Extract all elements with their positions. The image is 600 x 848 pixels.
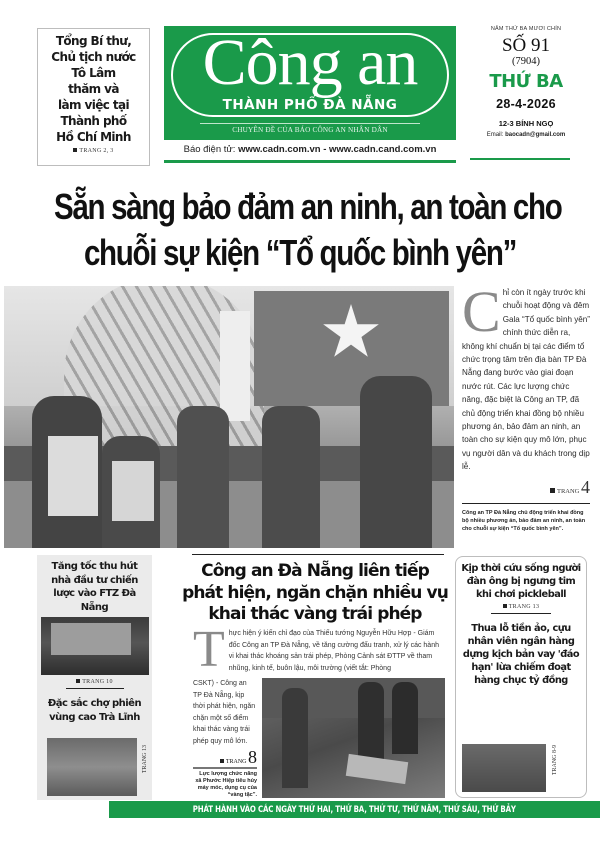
page-ref-number: 8 [248,747,257,767]
e-paper-line [164,144,456,156]
photo-person [282,688,308,788]
divider [470,158,570,160]
photo-person [392,682,418,754]
photo-caption: Công an TP Đà Nẵng chủ động triển khai đồng bộ nhiều phương án, bảo đảm an ninh, an toàn cho chuỗi sự kiện “Tổ quốc bình yên”. [462,509,586,532]
logo-tagline: CHUYÊN ĐỀ CỦA BÁO CÔNG AN NHÂN DÂN [232,126,388,134]
main-headline[interactable] [0,184,600,280]
main-headline-line: Sẵn sàng bảo đảm an ninh, an toàn cho [54,186,562,227]
issue-date: 28-4-2026 [496,97,556,111]
teaser-line: Thành phố [60,114,127,128]
divider [462,503,590,504]
page-ref[interactable] [456,603,586,611]
logo-wordmark: Công an [202,26,418,99]
photo-caption: Lực lượng chức năng xã Phước Hiệp tiêu hủy máy móc, dụng cụ của “vàng tặc”. [195,771,257,798]
teaser-line: thăm và [68,82,119,96]
center-headline-line: Công an Đà Nẵng liên tiếp [201,561,429,581]
divider [164,160,456,163]
teaser-headline [38,33,149,145]
photo-person [360,376,432,548]
e-paper-urls[interactable]: www.cadn.com.vn - www.cadn.cand.com.vn [238,144,437,155]
photo-banner [220,311,250,421]
page-ref-text: TRANG 10 [82,679,113,685]
square-bullet-icon [76,679,80,683]
promo-headline-pickleball[interactable]: Kịp thời cứu sống người đàn ông bị ngưng tim khi chơi pickleball [461,563,581,600]
email-address[interactable]: baocadn@gmail.com [505,132,566,138]
promo-photo-market [47,738,137,796]
issue-info [470,26,582,139]
teaser-tong-bi-thu[interactable] [37,28,150,166]
page-ref[interactable] [462,478,590,501]
photo-person [358,682,384,760]
divider [200,123,420,124]
lead-text: hỉ còn ít ngày trước khi chuỗi hoạt động và đêm Gala “Tổ quốc bình yên” chính thức diễn ra, không khí chuẩn bị tại các điểm tổ chức trọng tâm trên địa bàn TP Đà Nẵng đang bước vào giai đoạn nước rút. Các lực lượng chức năng, đặc biệt là Công an TP, đã chủ động triển khai đồng bộ nhiều phương án, bảo đảm an ninh, an toàn cho sự kiện quy mô lớn, phục vụ người dân và du khách trong dịp lễ. [462,288,590,472]
teaser-line: Chủ tịch nước [51,50,136,64]
divider [192,554,444,555]
center-headline-line: phát hiện, ngăn chặn nhiều vụ [182,582,448,603]
right-promo-box [455,556,587,798]
dropcap: C [462,279,501,344]
teaser-line: Tô Lâm [71,66,116,80]
issue-lunar-date: 12-3 BÍNH NGỌ [498,119,554,128]
issue-number: SỐ 91 [501,35,551,56]
photo-screen [51,623,131,655]
photo-debris [346,754,408,784]
photo-person [177,406,229,548]
logo-city: THÀNH PHỐ ĐÀ NẴNG [222,97,398,113]
square-bullet-icon [220,759,224,763]
page-ref-number: 4 [581,476,590,497]
center-headline[interactable] [162,561,468,626]
main-photo[interactable] [4,286,454,548]
promo-photo-defendants [462,744,546,792]
dropcap: T [193,628,225,676]
photo-vest [48,436,98,516]
center-lead [193,628,445,676]
photo-person [262,406,320,548]
photo-vest [112,461,154,521]
email-label: Email: [486,132,504,138]
page-ref-vertical[interactable]: TRANG 8-9 [552,745,558,776]
page-ref[interactable] [37,678,152,686]
square-bullet-icon [503,604,507,608]
footer-publish-days [109,801,600,818]
issue-year: NĂM THỨ BA MƯƠI CHÍN [490,26,562,32]
page-ref-label: TRANG [556,487,580,495]
center-photo-gold-mining[interactable] [262,678,445,798]
divider [193,767,257,769]
footer-text: PHÁT HÀNH VÀO CÁC NGÀY THỨ HAI, THỨ BA, THỨ TƯ, THỨ NĂM, THỨ SÁU, THỨ BẢY [192,804,517,814]
page-ref [38,147,149,155]
divider [66,688,124,689]
issue-email [470,131,582,139]
page-ref-vertical[interactable]: TRANG 13 [142,745,148,774]
teaser-line: làm việc tại [57,98,129,112]
divider [491,613,551,614]
page-ref-text: TRANG 2, 3 [79,148,114,154]
center-side-text: CSKT) - Công an TP Đà Nẵng, kịp thời phát hiện, ngăn chặn một số điểm khai thác vàng trái phép quy mô lớn. [193,680,256,745]
e-paper-label: Báo điện tử: [183,144,236,155]
teaser-line: Hồ Chí Minh [56,130,131,144]
issue-weekday: THỨ BA [489,71,563,92]
main-headline-line: chuỗi sự kiện “Tổ quốc bình yên” [83,232,517,273]
square-bullet-icon [73,148,77,152]
promo-headline-ftz[interactable]: Tăng tốc thu hút nhà đầu tư chiến lược vào FTZ Đà Nẵng [51,561,138,613]
promo-photo-conference [41,617,149,675]
left-promo-box [37,555,152,800]
masthead-logo [164,26,456,140]
square-bullet-icon [550,488,555,493]
issue-sequence: (7904) [512,56,540,67]
page-ref-text: TRANG 13 [508,604,540,610]
center-headline-line: khai thác vàng trái phép [208,604,422,624]
promo-headline-tra-linh[interactable]: Đặc sắc chợ phiên vùng cao Trà Lĩnh [47,698,142,723]
main-story-lead [462,279,590,533]
center-lead-text: hực hiện ý kiến chỉ đạo của Thiếu tướng Nguyễn Hữu Hợp - Giám đốc Công an TP Đà Nẵng, về tăng cường đấu tranh, xử lý các hành vi khai thác khoáng sản trái phép, Phòng Cảnh sát ĐTTP về tham nhũng, kinh tế, buôn lậu, môi trường (viết tắt: Phòng [228,630,439,672]
promo-headline-crypto-fraud[interactable]: Thua lỗ tiền ảo, cựu nhân viên ngân hàng dựng kịch bản vay 'đáo hạn' lừa chiếm đoạt hàng chục tỷ đồng [462,623,580,686]
page-ref-label: TRANG [225,759,247,765]
teaser-line: Tổng Bí thư, [55,34,132,48]
